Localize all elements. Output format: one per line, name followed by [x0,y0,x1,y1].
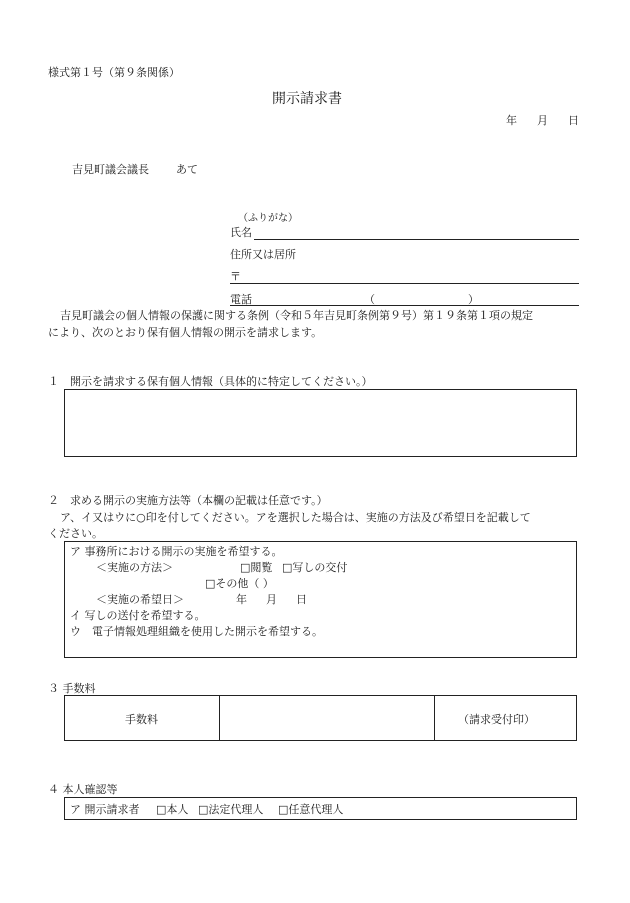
method-other-checkbox[interactable]: □その他（ ） [205,577,274,590]
option-c[interactable]: ウ 電子情報処理組織を使用した開示を希望する。 [70,625,323,638]
phone-paren-open: （ [364,293,375,306]
method-label: ＜実施の方法＞ [96,561,173,574]
phone-label: 電話 [230,293,252,306]
addressee-name: 吉見町議会議長 [72,163,149,176]
section1-heading: １ 開示を請求する保有個人情報（具体的に特定してください。） [48,375,373,388]
name-field[interactable] [254,239,579,240]
requester-label: ア 開示請求者 [70,803,140,816]
furigana-label: （ふりがな） [238,213,298,224]
date-month: 月 [537,114,548,127]
address-field[interactable] [230,283,579,284]
fee-label: 手数料 [125,713,158,726]
date-label: ＜実施の希望日＞ [96,593,184,606]
form-number: 様式第１号（第９条関係） [48,66,180,79]
receipt-stamp-label: （請求受付印） [458,713,535,726]
intro-line-2: により、次のとおり保有個人情報の開示を請求します。 [48,326,323,339]
name-label: 氏名 [230,226,252,239]
opt-legal-checkbox[interactable]: □法定代理人 [198,803,264,816]
address-label: 住所又は居所 [230,248,296,261]
section2-instruction-1: ア、イ又はウに○印を付してください。アを選択した場合は、実施の方法及び希望日を記載して [60,511,531,524]
page-title: 開示請求書 [272,91,342,107]
intro-line-1: 吉見町議会の個人情報の保護に関する条例（令和５年吉見町条例第９号）第１９条第１項の規定 [60,309,533,322]
opt-self-checkbox[interactable]: □本人 [156,803,189,816]
postal-mark: 〒 [230,270,241,283]
section2-instruction-2: ください。 [48,527,103,540]
option-b[interactable]: イ 写しの送付を希望する。 [70,609,206,622]
method-copy-checkbox[interactable]: □写しの交付 [282,561,348,574]
section3-heading: ３ 手数料 [48,682,96,695]
hope-date-year[interactable]: 年 [236,593,247,606]
hope-date-month[interactable]: 月 [266,593,277,606]
hope-date-day[interactable]: 日 [296,593,307,606]
date-year: 年 [506,114,517,127]
section4-heading: ４ 本人確認等 [48,783,118,796]
section2-heading: ２ 求める開示の実施方法等（本欄の記載は任意です。） [48,494,328,507]
fee-table-divider-1 [219,695,220,741]
opt-voluntary-checkbox[interactable]: □任意代理人 [278,803,344,816]
phone-paren-close: ） [468,293,479,306]
addressee-suffix: あて [176,163,198,176]
fee-table-divider-2 [434,695,435,741]
date-day: 日 [568,114,579,127]
option-a[interactable]: ア 事務所における開示の実施を希望する。 [70,545,283,558]
phone-field[interactable] [230,305,579,306]
section1-input-box[interactable] [64,389,577,457]
method-view-checkbox[interactable]: □閲覧 [240,561,273,574]
